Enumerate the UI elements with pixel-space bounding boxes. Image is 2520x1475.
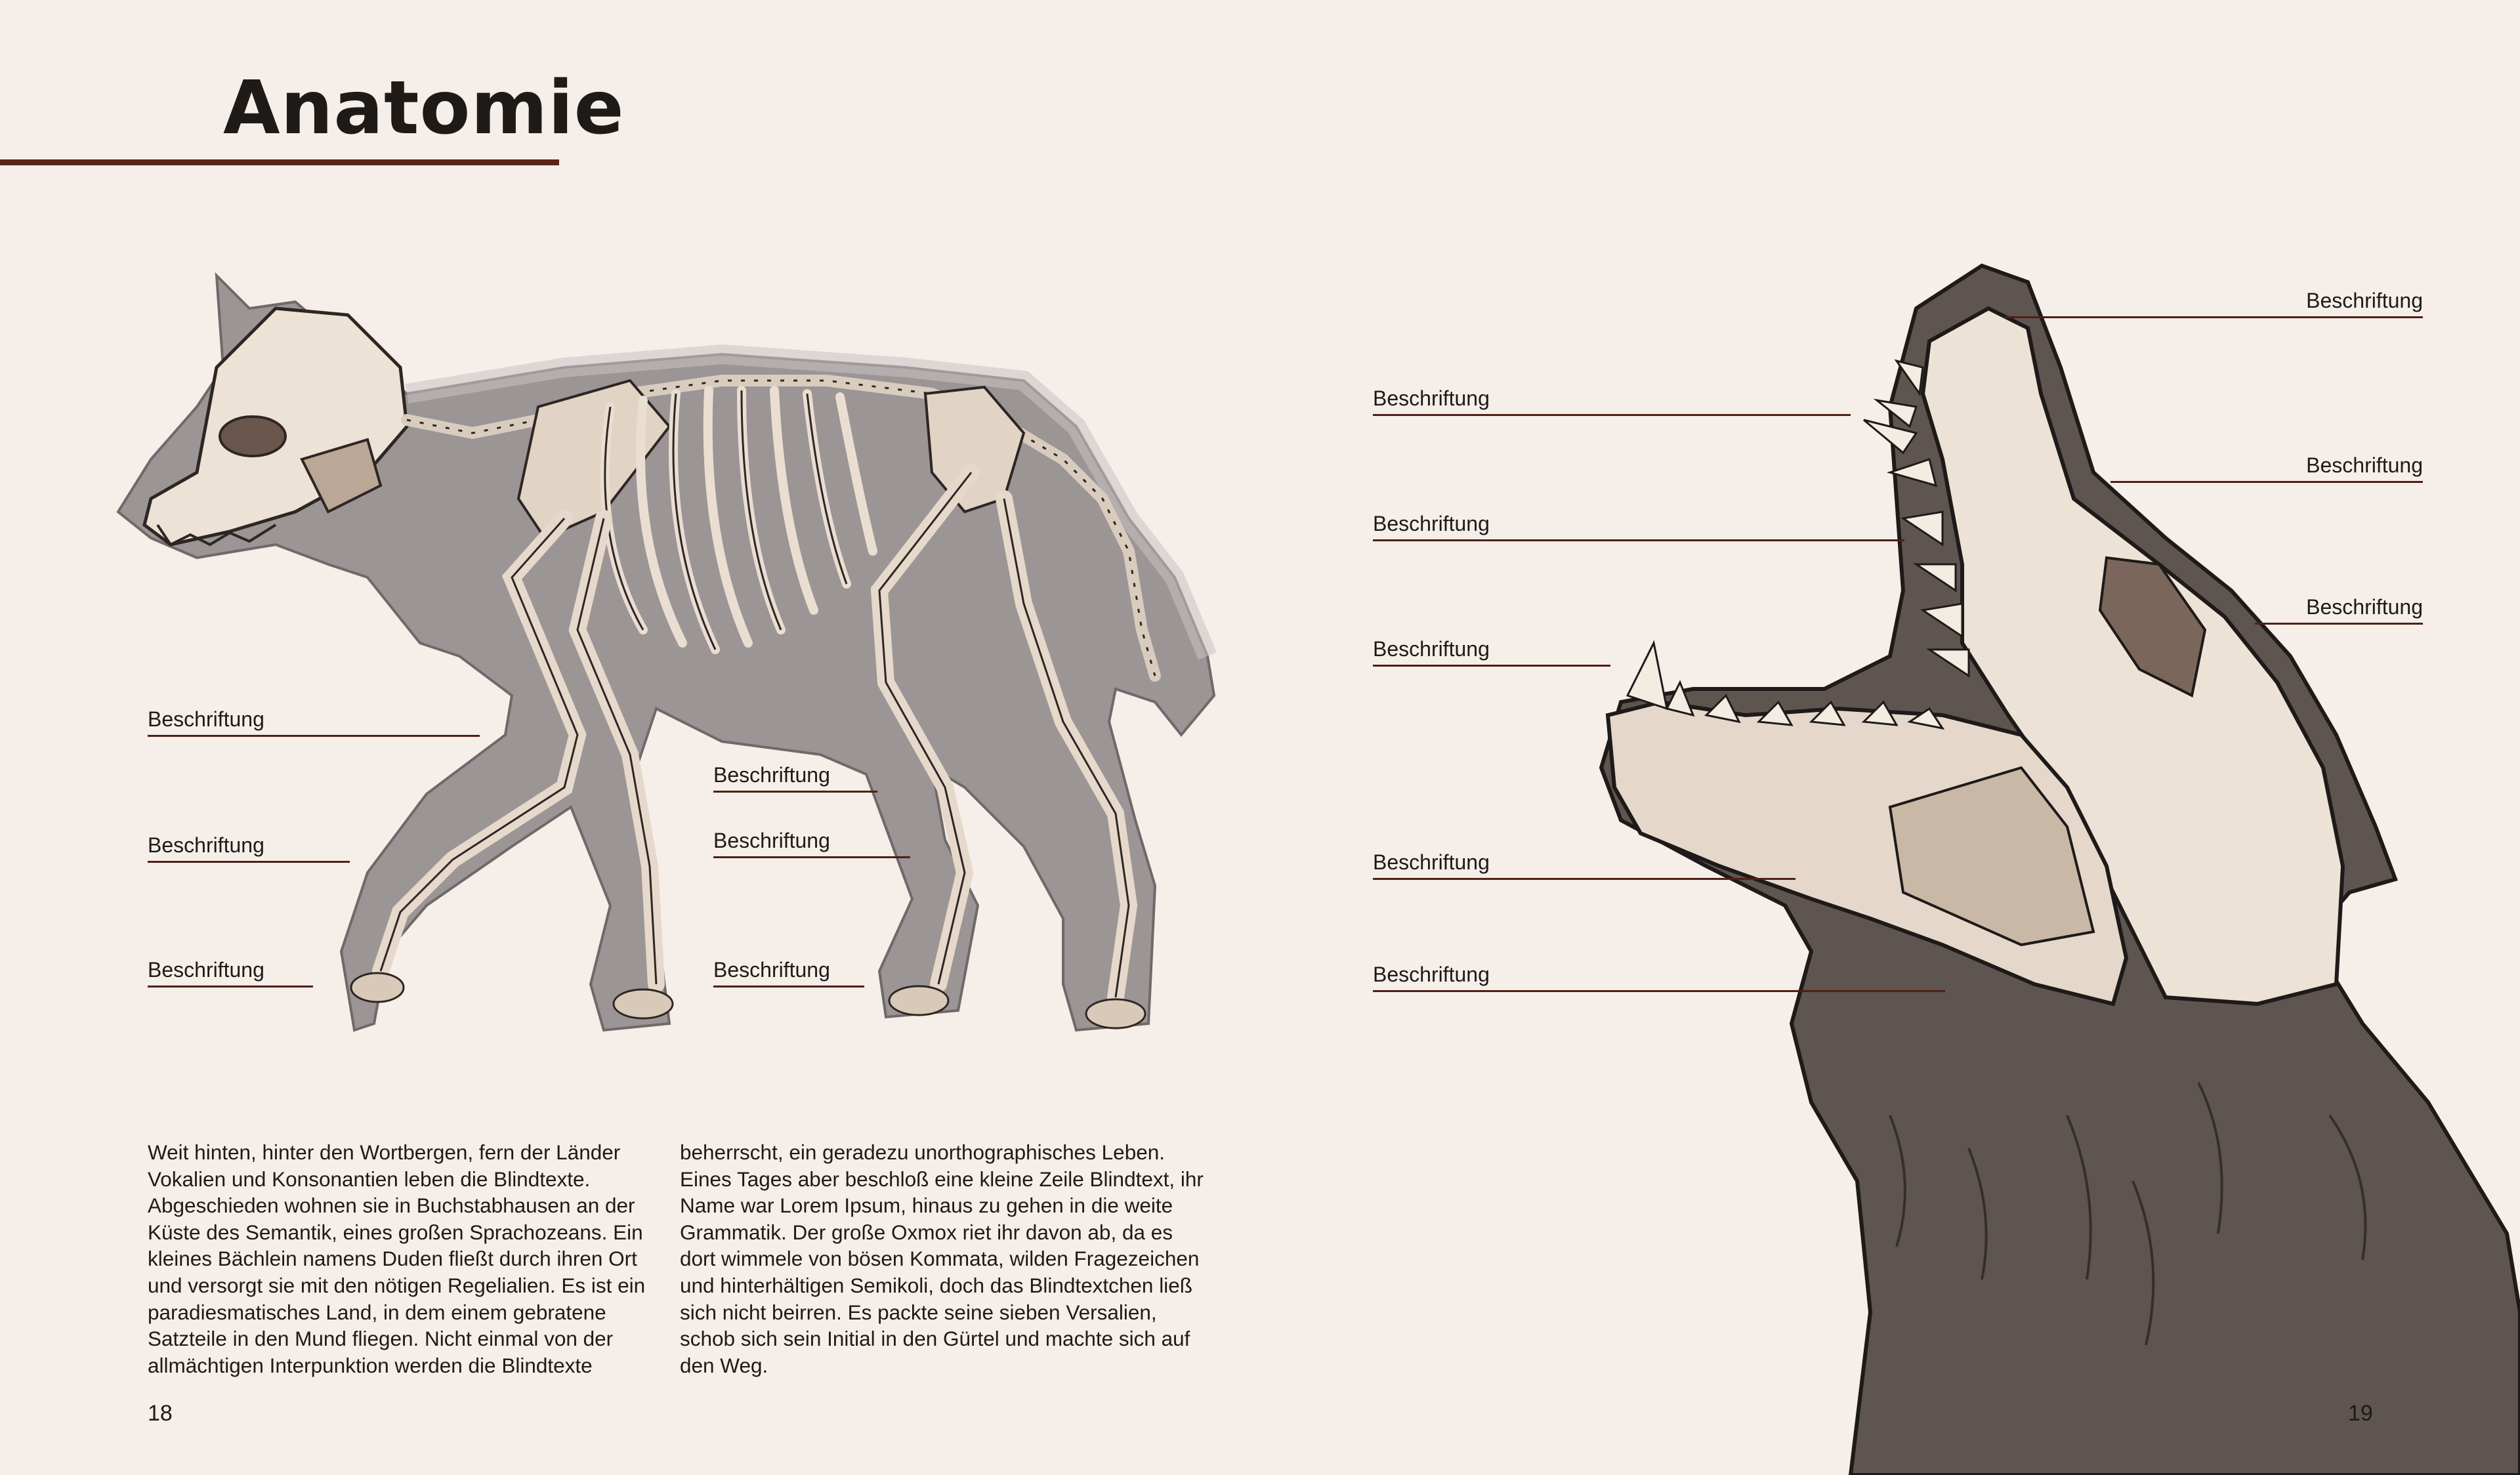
title-rule [0, 159, 559, 165]
label-lower-jaw: Beschriftung [1373, 849, 1796, 880]
label-nasal-bone: Beschriftung [2004, 287, 2423, 318]
label-front-paw: Beschriftung [148, 957, 313, 987]
label-upper-canine: Beschriftung [1373, 510, 1904, 541]
label-upper-incisors: Beschriftung [1373, 385, 1851, 416]
label-front-leg-middle: Beschriftung [148, 832, 350, 863]
wolf-skeleton-illustration [112, 262, 1227, 1076]
label-hind-leg-middle: Beschriftung [713, 827, 910, 858]
label-jaw-joint: Beschriftung [1373, 961, 1945, 992]
label-maxilla: Beschriftung [2110, 452, 2423, 483]
label-hind-paw: Beschriftung [713, 957, 864, 987]
label-eye-socket: Beschriftung [2255, 594, 2423, 625]
body-text-column-1: Weit hinten, hinter den Wortbergen, fern der Länder Vokalien und Konsonantien leben die Blindtexte. Abgeschieden wohnen sie in Buchstabhausen an der Küste des Semantik, eines großen Sprachozeans. Ein kleines Bächlein namens Duden fließt durch ihren Ort und versorgt sie mit den nötigen Regelialien. Es ist ein paradiesmatisches Land, in dem einem gebratene Satzteile in den Mund fliegen. Nicht einmal von der allmächtigen Interpunktion werden die Blindtexte [148, 1140, 646, 1377]
label-front-leg-upper: Beschriftung [148, 706, 480, 737]
body-text-column-2: beherrscht, ein geradezu unorthographisches Leben. Eines Tages aber beschloß eine kleine Zeile Blindtext, ihr Name war Lorem Ipsum, hinaus zu gehen in die weite Grammatik. Der große Oxmox riet ihr davon ab, da es dort wimmele von bösen Kommata, wilden Fragezeichen und hinterhältigen Semikoli, doch das Blindtextchen ließ sich nicht beirren. Es packte seine sieben Versalien, schob sich sein Initial in den Gürtel und machte sich auf den Weg. [680, 1140, 1204, 1377]
page-title: Anatomie [223, 66, 625, 151]
page-number-right: 19 [2348, 1401, 2373, 1426]
label-premolars: Beschriftung [1373, 636, 1610, 667]
page-number-left: 18 [148, 1401, 173, 1426]
label-hind-leg-upper: Beschriftung [713, 762, 877, 793]
